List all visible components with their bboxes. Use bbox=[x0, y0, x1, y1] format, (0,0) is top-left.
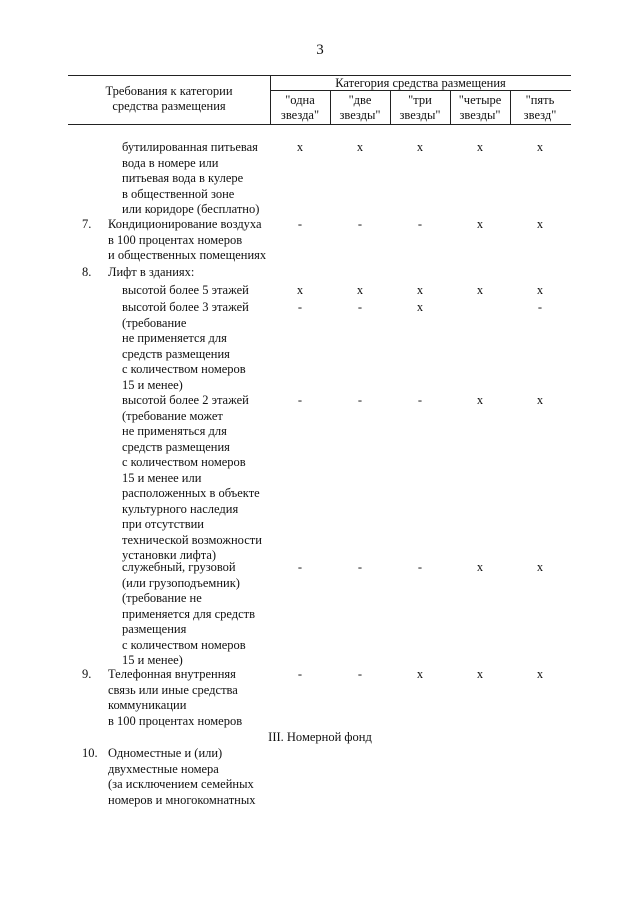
mark-cell: x bbox=[476, 393, 484, 407]
mark-cell: - bbox=[297, 217, 303, 231]
requirement-text: высотой более 3 этажей (требование не применяется для средств размещения с количеством номеров 15 и менее) bbox=[122, 300, 249, 392]
mark-cell: x bbox=[296, 140, 304, 154]
requirement-text: Телефонная внутренняя связь или иные средства коммуникации в 100 процентах номеров bbox=[108, 667, 243, 728]
mark-cell: x bbox=[536, 217, 544, 231]
column-two-stars: "две звезды" bbox=[339, 93, 381, 122]
column-five-stars: "пять звезд" bbox=[523, 93, 557, 122]
mark-cell: x bbox=[476, 667, 484, 681]
mark-cell: - bbox=[417, 393, 423, 407]
row-number: 8. bbox=[82, 265, 92, 279]
row-number: 9. bbox=[82, 667, 92, 681]
requirement-text: Лифт в зданиях: bbox=[108, 265, 195, 279]
requirements-header: Требования к категории средства размещения bbox=[105, 84, 233, 113]
requirement-text: Одноместные и (или) двухместные номера (за исключением семейных номеров и многокомнатных bbox=[108, 746, 256, 807]
mark-cell: - bbox=[537, 300, 543, 314]
table-header-bottom-rule bbox=[68, 124, 571, 125]
mark-cell: - bbox=[357, 393, 363, 407]
row-number: 7. bbox=[82, 217, 92, 231]
section-title: III. Номерной фонд bbox=[268, 730, 372, 744]
mark-cell: x bbox=[476, 217, 484, 231]
requirement-text: Кондиционирование воздуха в 100 процентах номеров и общественных помещениях bbox=[108, 217, 267, 262]
column-four-stars: "четыре звезды" bbox=[458, 93, 502, 122]
mark-cell: x bbox=[416, 300, 424, 314]
mark-cell: x bbox=[416, 140, 424, 154]
column-three-stars: "три звезды" bbox=[399, 93, 441, 122]
mark-cell: - bbox=[357, 217, 363, 231]
mark-cell: x bbox=[536, 140, 544, 154]
mark-cell: - bbox=[357, 667, 363, 681]
mark-cell: - bbox=[297, 393, 303, 407]
mark-cell: - bbox=[297, 300, 303, 314]
category-header: Категория средства размещения bbox=[335, 76, 506, 90]
column-one-star: "одна звезда" bbox=[280, 93, 320, 122]
mark-cell: - bbox=[417, 560, 423, 574]
mark-cell: x bbox=[416, 667, 424, 681]
mark-cell: x bbox=[536, 667, 544, 681]
mark-cell: - bbox=[297, 560, 303, 574]
row-number: 10. bbox=[82, 746, 98, 760]
mark-cell: x bbox=[476, 560, 484, 574]
mark-cell: x bbox=[536, 283, 544, 297]
mark-cell: - bbox=[357, 560, 363, 574]
mark-cell: - bbox=[357, 300, 363, 314]
mark-cell: x bbox=[356, 140, 364, 154]
mark-cell: x bbox=[416, 283, 424, 297]
mark-cell: x bbox=[536, 560, 544, 574]
requirement-text: бутилированная питьевая вода в номере или питьевая вода в кулере в общественной зоне или коридоре (бесплатно) bbox=[122, 140, 260, 216]
mark-cell: - bbox=[297, 667, 303, 681]
mark-cell: - bbox=[417, 217, 423, 231]
mark-cell: x bbox=[296, 283, 304, 297]
requirement-text: служебный, грузовой (или грузоподъемник) (требование не применяется для средств размещения с количеством номеров 15 и менее) bbox=[122, 560, 256, 667]
mark-cell: x bbox=[476, 283, 484, 297]
requirement-text: высотой более 2 этажей (требование может не применяться для средств размещения с количеством номеров 15 и менее или расположенных в объекте культурного наследия при отсутствии технической возможности установки лифта) bbox=[122, 393, 262, 562]
page-number: 3 bbox=[316, 42, 324, 58]
mark-cell: x bbox=[356, 283, 364, 297]
category-header-rule bbox=[270, 90, 571, 91]
mark-cell: x bbox=[476, 140, 484, 154]
requirement-text: высотой более 5 этажей bbox=[122, 283, 249, 297]
mark-cell: x bbox=[536, 393, 544, 407]
